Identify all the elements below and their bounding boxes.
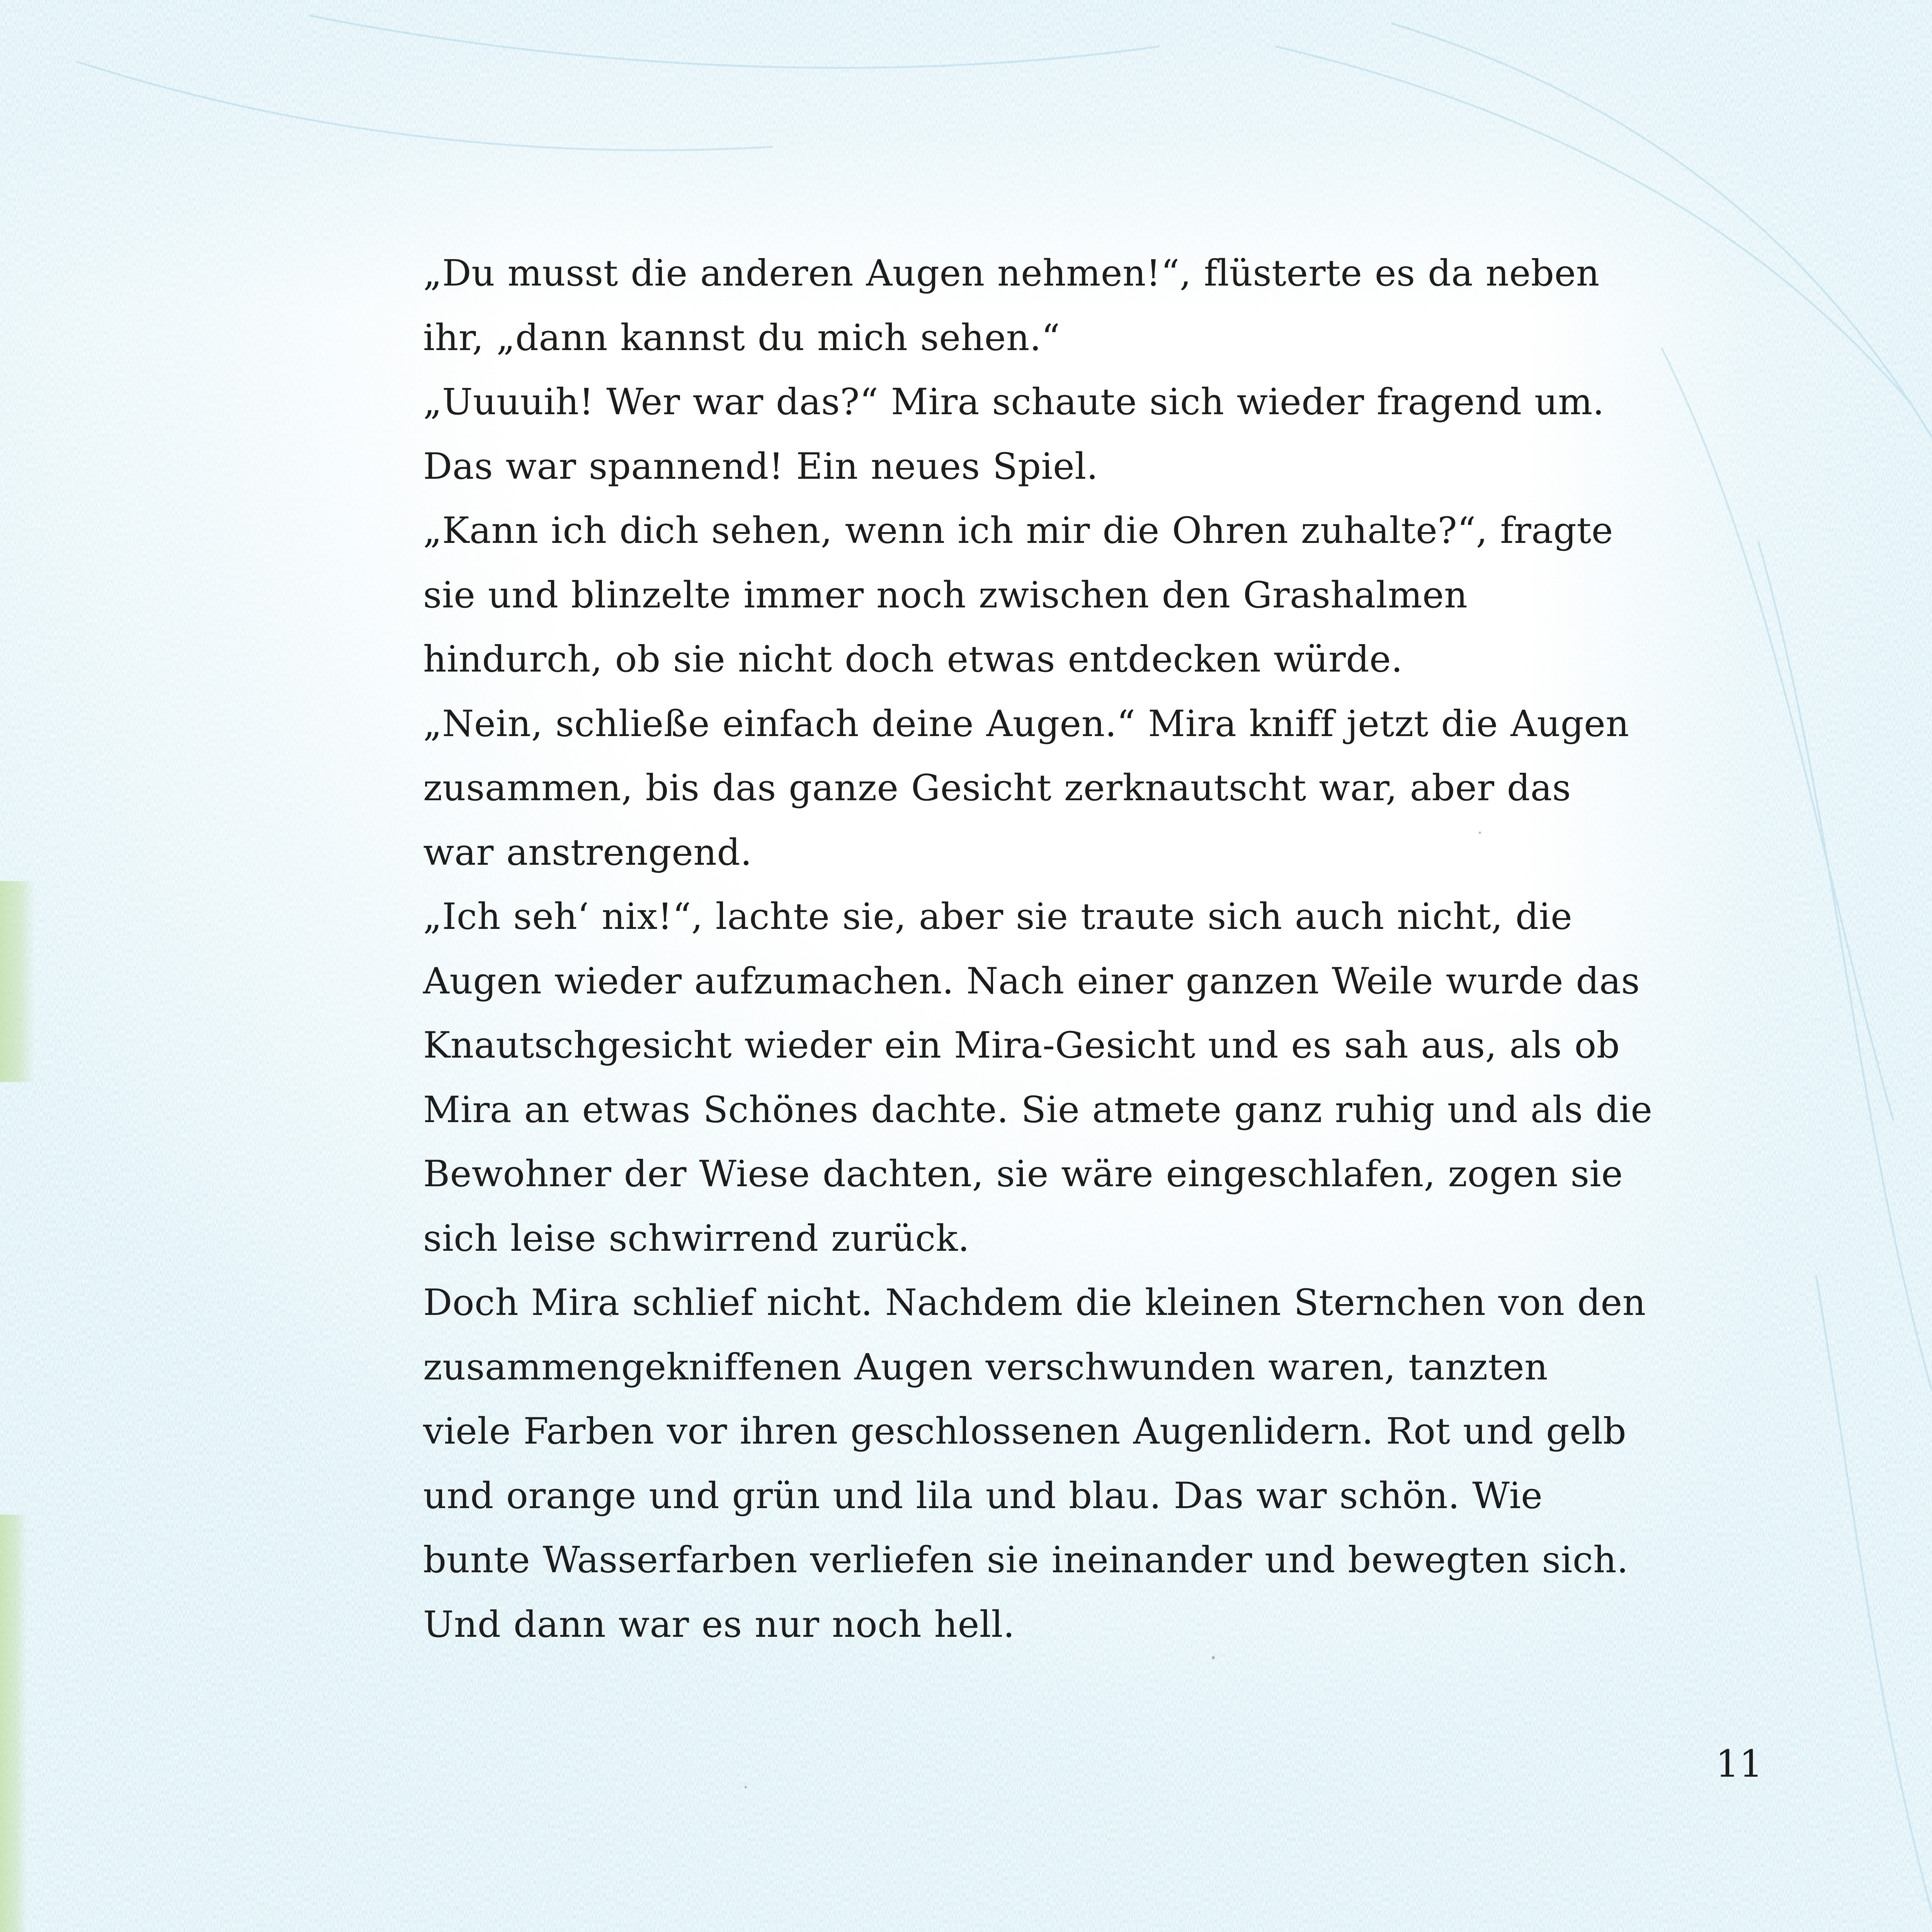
text-line: sich leise schwirrend zurück. bbox=[423, 1207, 1629, 1271]
page-number: 11 bbox=[1716, 1743, 1763, 1785]
text-line: zusammen, bis das ganze Gesicht zerknautscht war, aber das bbox=[423, 756, 1629, 821]
text-line: war anstrengend. bbox=[423, 821, 1629, 885]
text-line: „Du musst die anderen Augen nehmen!“, flüsterte es da neben bbox=[423, 242, 1629, 306]
text-line: ihr, „dann kannst du mich sehen.“ bbox=[423, 306, 1629, 371]
text-line: hindurch, ob sie nicht doch etwas entdecken würde. bbox=[423, 628, 1629, 692]
text-line: Das war spannend! Ein neues Spiel. bbox=[423, 435, 1629, 499]
text-line: „Kann ich dich sehen, wenn ich mir die Ohren zuhalte?“, fragte bbox=[423, 499, 1629, 563]
text-line: sie und blinzelte immer noch zwischen den Grashalmen bbox=[423, 563, 1629, 628]
text-line: Augen wieder aufzumachen. Nach einer ganzen Weile wurde das bbox=[423, 949, 1629, 1014]
text-line: „Nein, schließe einfach deine Augen.“ Mira kniff jetzt die Augen bbox=[423, 692, 1629, 757]
text-line: Bewohner der Wiese dachten, sie wäre eingeschlafen, zogen sie bbox=[423, 1142, 1629, 1207]
text-line: Doch Mira schlief nicht. Nachdem die kleinen Sternchen von den bbox=[423, 1271, 1629, 1335]
text-line: viele Farben vor ihren geschlossenen Augenlidern. Rot und gelb bbox=[423, 1400, 1629, 1464]
text-line: Mira an etwas Schönes dachte. Sie atmete ganz ruhig und als die bbox=[423, 1078, 1629, 1143]
text-line: „Uuuuih! Wer war das?“ Mira schaute sich wieder fragend um. bbox=[423, 370, 1629, 435]
text-line: Und dann war es nur noch hell. bbox=[423, 1593, 1629, 1657]
text-line: „Ich seh‘ nix!“, lachte sie, aber sie traute sich auch nicht, die bbox=[423, 885, 1629, 949]
text-line: zusammengekniffenen Augen verschwunden waren, tanzten bbox=[423, 1335, 1629, 1400]
text-line: bunte Wasserfarben verliefen sie ineinander und bewegten sich. bbox=[423, 1528, 1629, 1593]
text-line: Knautschgesicht wieder ein Mira-Gesicht und es sah aus, als ob bbox=[423, 1014, 1629, 1078]
text-line: und orange und grün und lila und blau. Das war schön. Wie bbox=[423, 1464, 1629, 1529]
